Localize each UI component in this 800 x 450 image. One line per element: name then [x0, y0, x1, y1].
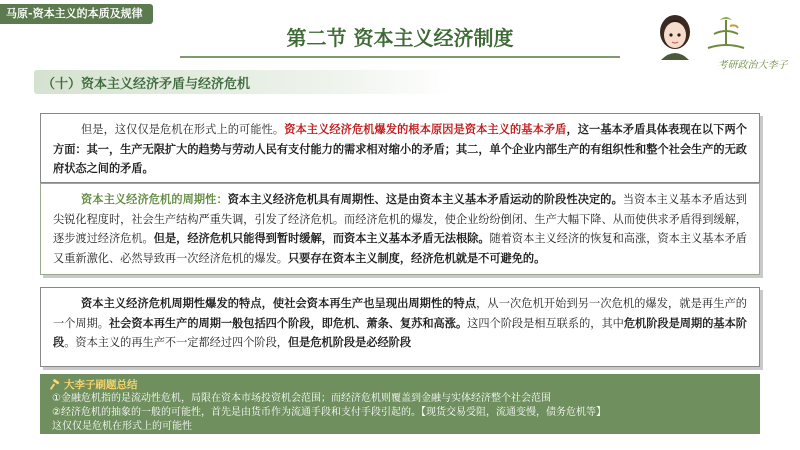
card-one-text-2: ，这一基本矛盾具体表现在以下两个方面：其一，生产无限扩大的趋势与劳动人民有支付能力的需求相对缩小的矛盾；其二，单个企业内部生产的有组织性和整个社会生产的无政府状态之间的矛盾。: [53, 122, 747, 175]
section-heading-text: （十）资本主义经济矛盾与经济危机: [42, 77, 251, 92]
gavel-icon: [50, 379, 61, 390]
page-title: 第二节 资本主义经济制度: [286, 26, 514, 50]
summary-line-2: ②经济危机的抽象的一般的可能性，首先是由货币作为流通手段和支付手段引起的。【现货交易受阻，流通变慢，债务危机等】: [52, 407, 606, 418]
card-root-cause: [40, 113, 760, 183]
card-three-text-2: ，从一次危机开始到另一次危机的爆发，就是再生产的一个周期。: [53, 297, 747, 330]
summary-line-3: 这仅仅是危机在形式上的可能性: [52, 421, 192, 432]
card-two-heading: 资本主义经济危机的周期性：: [81, 193, 228, 206]
card-three-text-5: 危机阶段是周期的基本阶段: [53, 315, 747, 349]
summary-title: [52, 378, 748, 392]
section-heading: [34, 70, 454, 94]
card-three-text-7: 但是危机阶段是必经阶段: [287, 335, 412, 349]
summary-line-1: ①金融危机指的是流动性危机，局限在资本市场投资机会范围；而经济危机则覆盖到金融与实体经济整个社会范围: [52, 393, 551, 404]
card-one-text-1: 但是，这仅仅是危机在形式上的可能性。: [81, 123, 285, 136]
teacher-avatar: [653, 10, 697, 60]
brand-logo-icon: [700, 14, 795, 60]
card-two-text-1: 资本主义经济危机具有周期性、这是由资本主义基本矛盾运动的阶段性决定的。: [227, 192, 623, 206]
summary-title-text: 大李子刷题总结: [64, 379, 138, 391]
card-two-text-4: 随着资本主义经济的恢复和高涨，资本主义基本矛盾又重新激化、必然导致再一次经济危机的爆发。: [53, 232, 747, 265]
card-two-text-3: 但是，经济危机只能得到暂时缓解，而资本主义基本矛盾无法根除。: [153, 231, 490, 245]
title-divider: [180, 56, 620, 58]
card-cycle-stages: [40, 287, 760, 367]
card-periodicity: [40, 183, 760, 275]
card-one-highlight: 资本主义经济危机爆发的根本原因是资本主义的基本矛盾: [284, 122, 567, 136]
card-three-text-6: 。资本主义的再生产不一定都经过四个阶段，: [64, 336, 288, 349]
card-two-text-5: 只要存在资本主义制度，经济危机就是不可避免的。: [287, 250, 546, 265]
card-three-text-1: 资本主义经济危机周期性爆发的特点，使社会资本再生产也呈现出周期性的特点: [81, 296, 477, 310]
summary-panel: [40, 374, 760, 434]
card-three-text-3: 社会资本再生产的周期一般包括四个阶段，即危机、萧条、复苏和高涨。: [108, 315, 468, 330]
card-three-text-4: 这四个阶段是相互联系的，其中: [467, 316, 624, 330]
brand-logo-text: 考研政治大李子: [717, 60, 788, 71]
card-two-text-2: 当资本主义基本矛盾达到尖锐化程度时，社会生产结构严重失调，引发了经济危机。而经济危机的爆发，使企业纷纷倒闭、生产大幅下降、从而使供求矛盾得到缓解，逐步渡过经济危机。: [53, 193, 747, 245]
course-tag: 马原-资本主义的本质及规律: [0, 4, 153, 24]
